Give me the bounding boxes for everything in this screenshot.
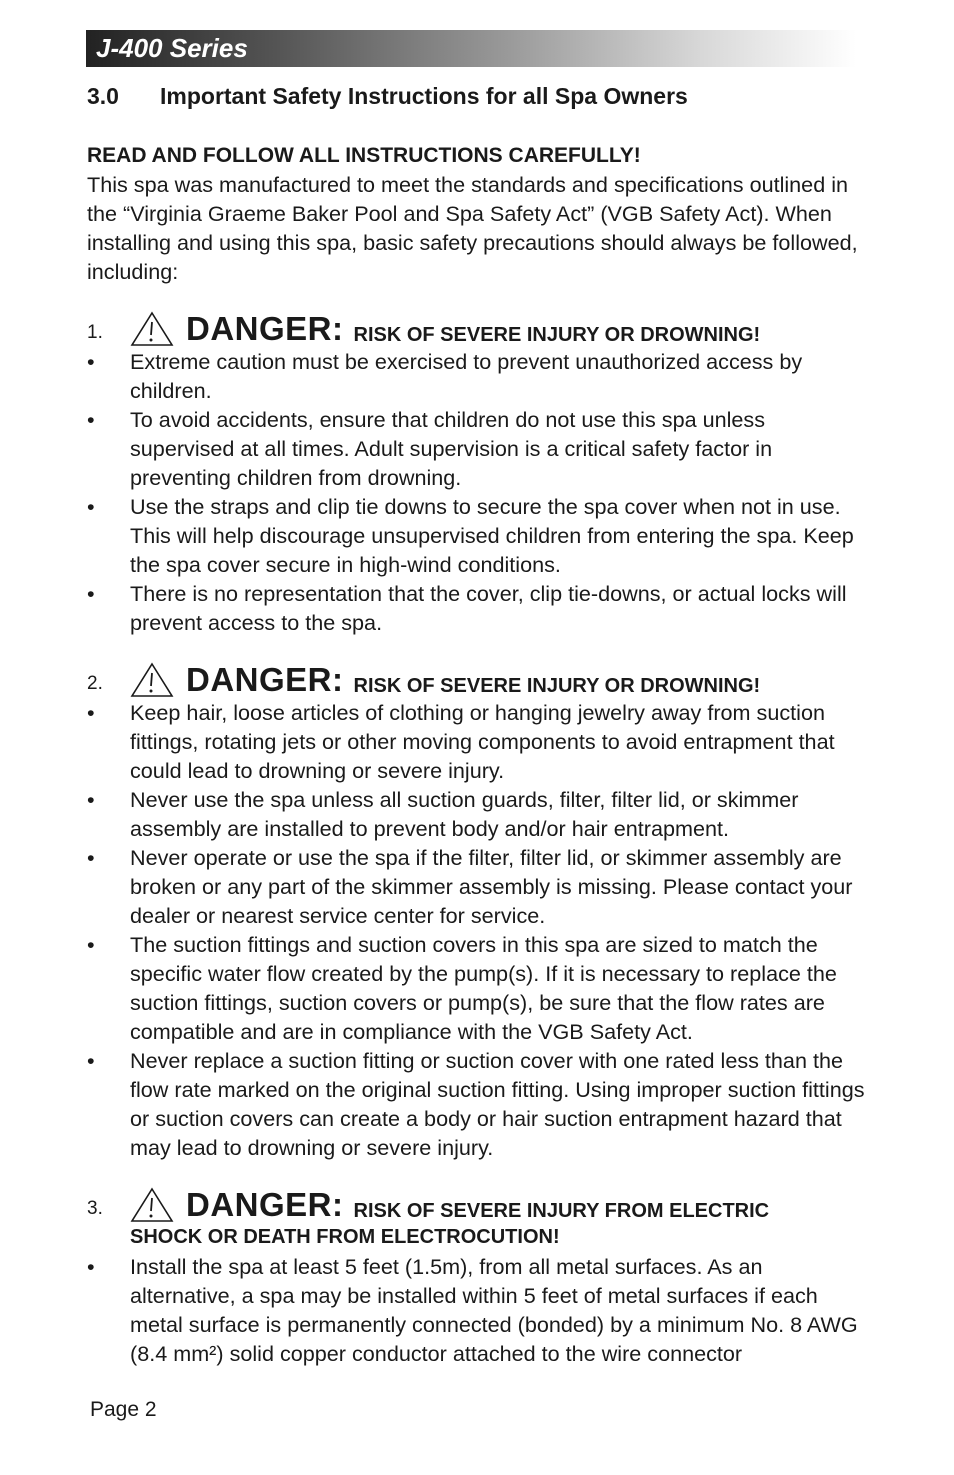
list-item	[87, 785, 872, 843]
bullet: •	[87, 407, 95, 432]
list-item	[87, 930, 872, 1046]
list-item-text: Extreme caution must be exercised to prevent unauthorized access by children.	[130, 349, 803, 403]
danger-label: DANGER:	[186, 310, 344, 347]
section-title: Important Safety Instructions for all Spa Owners	[160, 83, 688, 109]
bullet: •	[87, 1048, 95, 1073]
bullet: •	[87, 494, 95, 519]
bullet: •	[87, 845, 95, 870]
list-item-text: Install the spa at least 5 feet (1.5m), from all metal surfaces. As an alternative, a spa may be installed within 5 feet of metal surfaces if each metal surface is permanently connected (bonded) by a minimum No. 8 AWG (8.4 mm²) solid copper conductor attached to the wire connector	[130, 1254, 858, 1366]
list-item-text: Use the straps and clip tie downs to secure the spa cover when not in use. This will help discourage unsupervised children from entering the spa. Keep the spa cover secure in high-wind conditions.	[130, 494, 854, 577]
list-item-text: The suction fittings and suction covers in this spa are sized to match the specific water flow created by the pump(s). If it is necessary to replace the suction fittings, suction covers or pump(s), be sure that the flow rates are compatible and are in compliance with the VGB Safety Act.	[130, 932, 837, 1044]
danger-items	[87, 698, 872, 1162]
page-number: Page 2	[90, 1398, 157, 1421]
section-heading	[87, 83, 688, 110]
danger-block-3	[87, 1187, 872, 1368]
bullet: •	[87, 1254, 95, 1279]
list-item	[87, 1046, 872, 1162]
series-title: J-400 Series	[96, 33, 248, 63]
intro-paragraph: This spa was manufactured to meet the standards and specifications outlined in the “Virginia Graeme Baker Pool and Spa Safety Act” (VGB Safety Act). When installing and using this spa, basic safety precautions should always be followed, including:	[87, 172, 858, 284]
danger-risk: RISK OF SEVERE INJURY OR DROWNING!	[353, 675, 761, 697]
content	[87, 141, 872, 1368]
bullet: •	[87, 349, 95, 374]
bullet: •	[87, 932, 95, 957]
section-number: 3.0	[87, 83, 119, 109]
danger-heading	[87, 662, 872, 698]
list-item	[87, 843, 872, 930]
bullet: •	[87, 581, 95, 606]
list-item-text: Never replace a suction fitting or suction cover with one rated less than the flow rate marked on the original suction fitting. Using improper suction fittings or suction covers can create a body or hair suction entrapment hazard that may lead to drowning or severe injury.	[130, 1048, 865, 1160]
header-banner	[86, 30, 856, 67]
danger-risk-continued: SHOCK OR DEATH FROM ELECTROCUTION!	[130, 1226, 560, 1248]
list-item-text: There is no representation that the cover, clip tie-downs, or actual locks will prevent access to the spa.	[130, 581, 847, 635]
warning-triangle-icon	[130, 1187, 174, 1223]
list-item-text: To avoid accidents, ensure that children do not use this spa unless supervised at all times. Adult supervision is a critical safety factor in preventing children from drowning.	[130, 407, 773, 490]
warning-triangle-icon	[130, 662, 174, 698]
list-item-text: Never operate or use the spa if the filter, filter lid, or skimmer assembly are broken or any part of the skimmer assembly is missing. Please contact your dealer or nearest service center for service.	[130, 845, 853, 928]
list-item	[87, 579, 872, 637]
bullet: •	[87, 787, 95, 812]
danger-number: 1.	[87, 322, 103, 343]
danger-items	[87, 347, 872, 637]
list-item	[87, 698, 872, 785]
danger-heading	[87, 1187, 872, 1252]
danger-risk: RISK OF SEVERE INJURY FROM ELECTRIC	[353, 1200, 770, 1222]
danger-items	[87, 1252, 872, 1368]
danger-number: 2.	[87, 673, 103, 694]
danger-label: DANGER:	[186, 1186, 344, 1223]
list-item	[87, 1252, 872, 1368]
danger-heading	[87, 311, 872, 347]
bullet: •	[87, 700, 95, 725]
danger-label: DANGER:	[186, 661, 344, 698]
danger-block-1	[87, 311, 872, 637]
danger-risk: RISK OF SEVERE INJURY OR DROWNING!	[353, 324, 761, 346]
lead-instruction: READ AND FOLLOW ALL INSTRUCTIONS CAREFULLY!	[87, 144, 641, 167]
list-item	[87, 347, 872, 405]
list-item	[87, 492, 872, 579]
danger-block-2	[87, 662, 872, 1162]
list-item-text: Keep hair, loose articles of clothing or hanging jewelry away from suction fittings, rotating jets or other moving components to avoid entrapment that could lead to drowning or severe injury.	[130, 700, 835, 783]
warning-triangle-icon	[130, 311, 174, 347]
list-item-text: Never use the spa unless all suction guards, filter, filter lid, or skimmer assembly are installed to prevent body and/or hair entrapment.	[130, 787, 799, 841]
list-item	[87, 405, 872, 492]
danger-number: 3.	[87, 1198, 103, 1219]
